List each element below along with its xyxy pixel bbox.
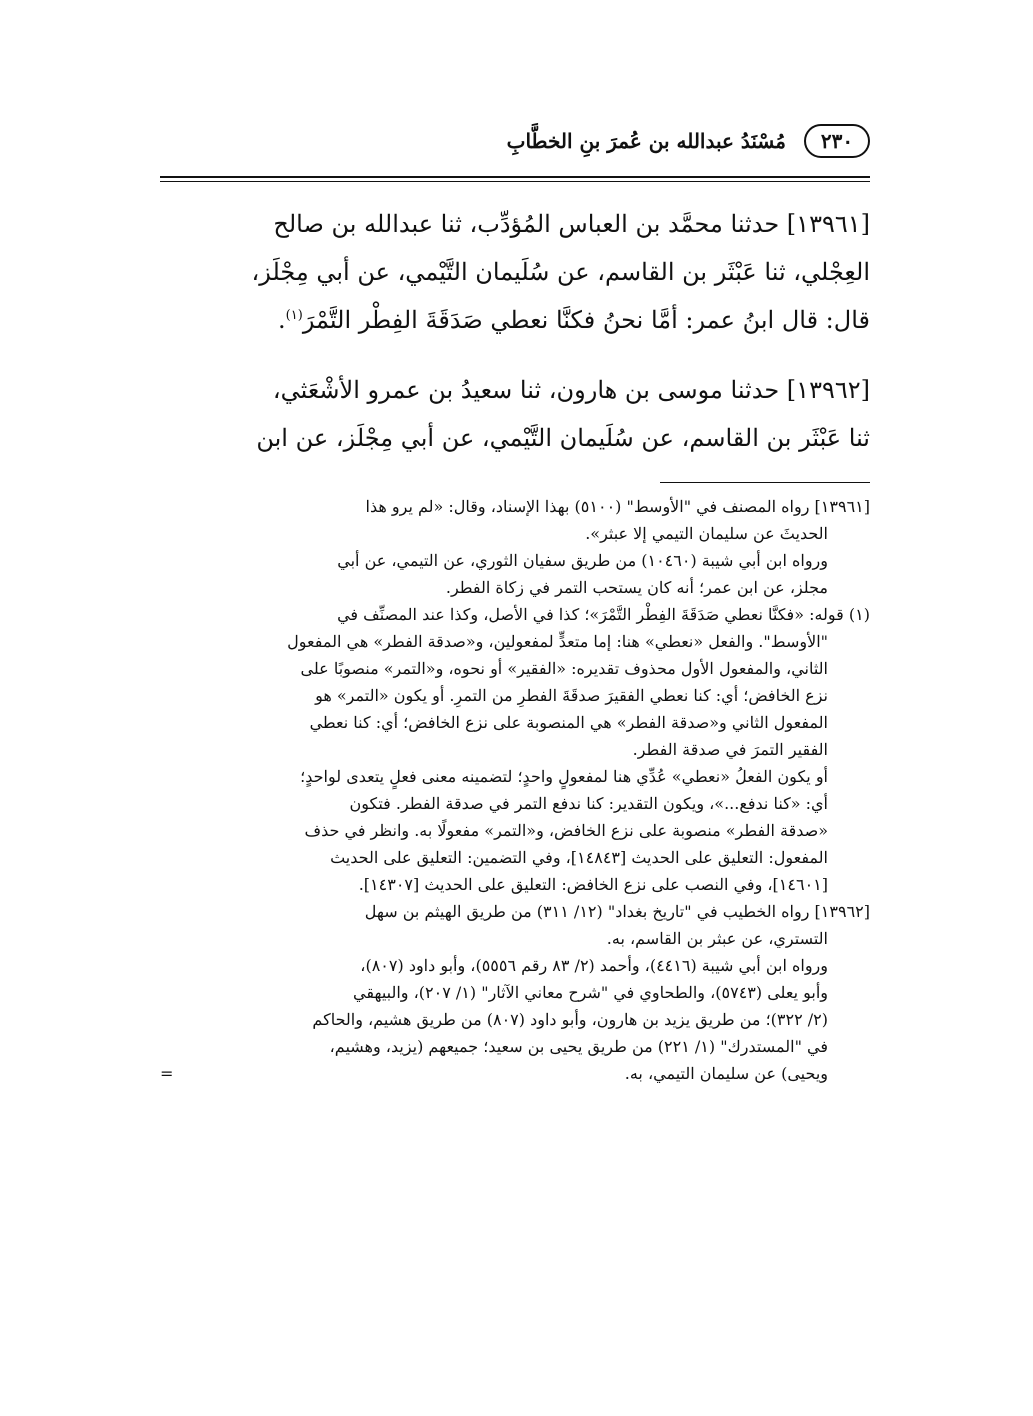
note-line: ورواه ابن أبي شيبة (٤٤١٦)، وأحمد (٢/ ٨٣ رقم ٥٥٥٦)، وأبو داود (٨٠٧)، [360, 956, 828, 975]
note-line: المفعول: التعليق على الحديث [١٤٨٤٣]، وفي التضمين: التعليق على الحديث [330, 848, 828, 867]
header-double-rule [160, 176, 870, 182]
text-line-body: قال: قال ابنُ عمر: أمَّا نحنُ فكنَّا نعطي صَدَقَةَ الفِطْر التَّمْرَ [302, 306, 870, 334]
hadith-13962 [160, 366, 870, 462]
note-line: (٢/ ٣٢٢)؛ من طريق يزيد بن هارون، وأبو داود (٨٠٧) من طريق هشيم، والحاكم [312, 1010, 828, 1029]
note-line: [١٣٩٦١] رواه المصنف في "الأوسط" (٥١٠٠) بهذا الإسناد، وقال: «لم يرو هذا [365, 497, 870, 516]
note-line: [١٤٦٠١]، وفي النصب على نزع الخافض: التعليق على الحديث [١٤٣٠٧]. [358, 875, 828, 894]
note-13961 [160, 493, 870, 601]
note-1 [160, 601, 870, 898]
note-line: الحديثَ عن سليمان التيمي إلا عبثر». [585, 524, 828, 543]
note-line: في "المستدرك" (١/ ٢٢١) من طريق يحيى بن سعيد؛ جميعهم (يزيد، وهشيم، [329, 1037, 828, 1056]
footnotes [160, 493, 870, 1087]
note-line [160, 1060, 870, 1087]
main-text [160, 200, 870, 462]
note-line: التستري، عن عبثر بن القاسم، به. [606, 929, 828, 948]
note-line: أي: «كنا ندفع...»، ويكون التقدير: كنا ندفع التمر في صدقة الفطر. فتكون [349, 794, 828, 813]
text-line: ثنا عَبْثَر بن القاسم، عن سُلَيمان التَّيْمي، عن أبي مِجْلَز، عن ابن [256, 424, 870, 452]
note-line: ورواه ابن أبي شيبة (١٠٤٦٠) من طريق سفيان الثوري، عن التيمي، عن أبي [337, 551, 828, 570]
note-line: وأبو يعلى (٥٧٤٣)، والطحاوي في "شرح معاني الآثار" (١/ ٢٠٧)، والبيهقي [353, 983, 828, 1002]
book-page [160, 120, 870, 1087]
note-line: (١) قوله: «فكنَّا نعطي صَدَقَةَ الفِطْر التَّمْرَ»؛ كذا في الأصل، وكذا عند المصنِّف في [337, 605, 870, 624]
end-mark: . [278, 306, 286, 334]
note-13962 [160, 898, 870, 1087]
running-title: مُسْنَدُ عبدالله بن عُمرَ بنِ الخطَّابِ [506, 129, 786, 153]
page-header [160, 120, 870, 172]
hadith-13961 [160, 200, 870, 344]
note-line-body: ويحيى) عن سليمان التيمي، به. [624, 1064, 828, 1083]
note-line: الفقير التمرَ في صدقة الفطر. [632, 740, 828, 759]
note-line: مجلز، عن ابن عمر؛ أنه كان يستحب التمر في زكاة الفطر. [445, 578, 828, 597]
note-line: الثاني، والمفعول الأول محذوف تقديره: «الفقير» أو نحوه، و«التمر» منصوبًا على [300, 659, 828, 678]
note-line: أو يكون الفعلُ «نعطي» عُدِّي هنا لمفعولٍ واحدٍ؛ لتضمينه معنى فعلٍ يتعدى لواحدٍ؛ [300, 767, 828, 786]
page-number: ٢٣٠ [804, 124, 870, 158]
note-line: نزع الخافض؛ أي: كنا نعطي الفقيرَ صدقَةَ الفطرِ من التمرِ. أو يكون «التمر» هو [315, 686, 828, 705]
text-line: [١٣٩٦٢] حدثنا موسى بن هارون، ثنا سعيدُ بن عمرو الأشْعَثي، [272, 376, 870, 404]
note-line: [١٣٩٦٢] رواه الخطيب في "تاريخ بغداد" (١٢/ ٣١١) من طريق الهيثم بن سهل [364, 902, 870, 921]
note-line: المفعول الثاني و«صدقة الفطر» هي المنصوبة على نزع الخافض؛ أي: كنا نعطي [309, 713, 828, 732]
text-line: العِجْلي، ثنا عَبْثَر بن القاسم، عن سُلَيمان التَّيْمي، عن أبي مِجْلَز، [251, 258, 870, 286]
continuation-mark: = [160, 1064, 174, 1083]
note-line: "الأوسط". والفعل «نعطي» هنا: إما متعدٍّ لمفعولين، و«صدقة الفطر» هي المفعول [287, 632, 828, 651]
note-line: «صدقة الفطر» منصوبة على نزع الخافض، و«التمر» مفعولًا به. وانظر في حذف [304, 821, 828, 840]
footnote-separator [660, 482, 870, 483]
text-line: [١٣٩٦١] حدثنا محمَّد بن العباس المُؤدِّب، ثنا عبدالله بن صالح [273, 210, 870, 238]
footnote-reference[interactable]: (١) [285, 308, 303, 323]
text-line [160, 296, 870, 344]
